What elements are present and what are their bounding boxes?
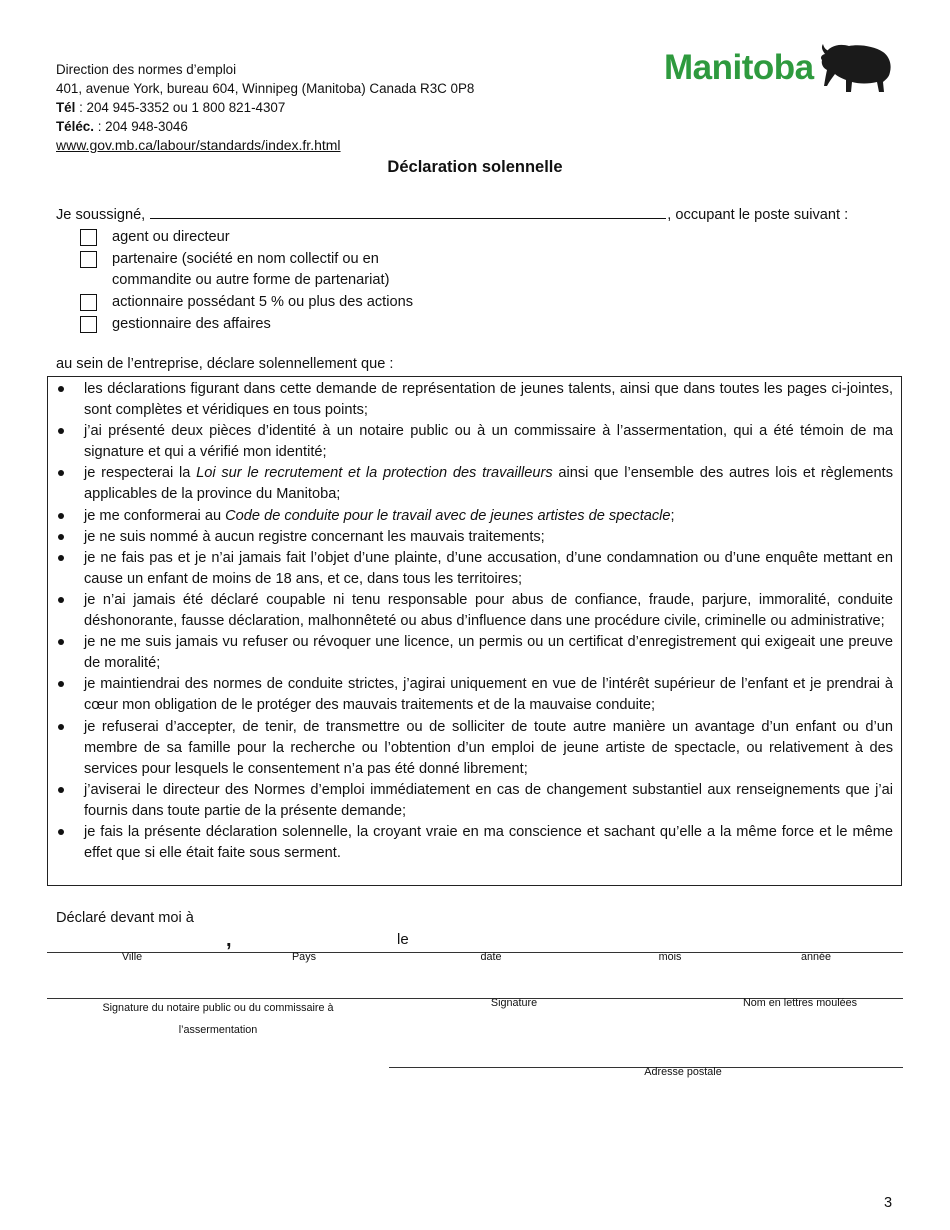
phone-value: : 204 945-3352 ou 1 800 821-4307 bbox=[75, 100, 286, 115]
statement-item bbox=[56, 463, 893, 505]
statement-item: je ne fais pas et je n’ai jamais fait l’objet d’une plainte, d’une accusation, d’une condamnation ou d’une enquête mettant en cause un enfant de moins de 18 ans, et ce, dans tous les territoires; bbox=[56, 548, 893, 590]
statement-text: ; bbox=[670, 507, 675, 524]
checkbox[interactable] bbox=[80, 229, 97, 246]
caption-pays: Pays bbox=[291, 951, 316, 963]
caption-date: date bbox=[480, 951, 502, 963]
agency-header bbox=[56, 60, 474, 155]
statement-item: je maintiendrai des normes de conduite strictes, j’agirai uniquement en vue de l’intérêt supérieur de l’enfant et je prendrai à cœur mon obligation de le protéger des mauvais traitements et de la mauvaise conduite; bbox=[56, 674, 893, 716]
website-link[interactable]: www.gov.mb.ca/labour/standards/index.fr.html bbox=[56, 137, 341, 153]
checkbox[interactable] bbox=[80, 316, 97, 333]
statement-text: je respecterai la bbox=[84, 465, 197, 482]
manitoba-logo bbox=[662, 42, 892, 96]
bison-icon bbox=[819, 42, 894, 94]
date-le: le bbox=[397, 931, 409, 948]
statement-text: je me conformerai au bbox=[84, 507, 226, 524]
intro-line bbox=[56, 206, 848, 223]
phone-label: Tél bbox=[56, 100, 76, 115]
statements-box bbox=[47, 376, 902, 886]
statement-text: ainsi que l’ensemble des autres lois et règlements applicables de la province du Manitoba; bbox=[84, 465, 893, 503]
agency-phone bbox=[56, 98, 474, 117]
caption-notary-line1: Signature du notaire public ou du commissaire à bbox=[102, 1002, 334, 1014]
caption-notary bbox=[88, 997, 348, 1041]
option-partner[interactable] bbox=[80, 249, 413, 291]
statement-item: je ne me suis jamais vu refuser ou révoquer une licence, un permis ou un certificat d’enregistrement qui exigeait une preuve de moralité; bbox=[56, 632, 893, 674]
statement-item bbox=[56, 506, 893, 527]
logo-wordmark: Manitoba bbox=[664, 48, 814, 87]
statement-item: je n’ai jamais été déclaré coupable ni tenu responsable pour abus de confiance, fraude, parjure, immoralité, conduite déshonorante, fausse déclaration, malhonnêteté ou abus d’influence dans une procédure civile, criminelle ou administrative; bbox=[56, 590, 893, 632]
checkbox[interactable] bbox=[80, 294, 97, 311]
name-blank-field[interactable] bbox=[150, 206, 666, 219]
caption-postal-address: Adresse postale bbox=[644, 1066, 722, 1078]
caption-printed-name: Nom en lettres moulées bbox=[742, 997, 858, 1009]
page-number: 3 bbox=[884, 1195, 893, 1211]
declaration-lead: au sein de l’entreprise, déclare solennellement que : bbox=[56, 356, 394, 372]
statement-item: je fais la présente déclaration solennelle, la croyant vraie en ma conscience et sachant qu’elle a la même force et le même effet que si elle était faite sous serment. bbox=[56, 822, 893, 864]
option-label-cont: commandite ou autre forme de partenariat) bbox=[112, 272, 390, 288]
option-shareholder[interactable] bbox=[80, 292, 413, 313]
position-options bbox=[80, 227, 413, 335]
caption-annee: année bbox=[800, 951, 832, 963]
option-label: agent ou directeur bbox=[112, 229, 230, 245]
option-label: gestionnaire des affaires bbox=[112, 316, 271, 332]
code-title: Code de conduite pour le travail avec de jeunes artistes de spectacle bbox=[225, 507, 671, 524]
fax-value: : 204 948-3046 bbox=[93, 119, 188, 134]
statement-item: j’ai présenté deux pièces d’identité à un notaire public ou à un commissaire à l’assermentation, qui a été témoin de ma signature et qui a vérifié mon identité; bbox=[56, 421, 893, 463]
place-comma: , bbox=[226, 929, 232, 951]
statement-item: j’aviserai le directeur des Normes d’emploi immédiatement en cas de changement substantiel aux renseignements que j’ai fournis dans toute partie de la présente demande; bbox=[56, 780, 893, 822]
option-agent[interactable] bbox=[80, 227, 413, 248]
statement-item: les déclarations figurant dans cette demande de représentation de jeunes talents, ainsi que dans toutes les pages ci-jointes, sont complètes et véridiques en tous points; bbox=[56, 379, 893, 421]
caption-ville: Ville bbox=[121, 951, 143, 963]
option-manager[interactable] bbox=[80, 314, 413, 335]
law-title: Loi sur le recrutement et la protection des travailleurs bbox=[196, 465, 553, 482]
statement-item: je ne suis nommé à aucun registre concernant les mauvais traitements; bbox=[56, 527, 893, 548]
intro-prefix: Je soussigné, bbox=[56, 207, 150, 223]
statement-item: je refuserai d’accepter, de tenir, de transmettre ou de solliciter de toute autre manière un avantage d’un enfant ou d’un membre de sa famille pour la recherche ou l’obtention d’un emploi de jeune artiste de spectacle, ou relativement à des services pour lesquels le consentement n’a pas été donné librement; bbox=[56, 717, 893, 780]
agency-address: 401, avenue York, bureau 604, Winnipeg (Manitoba) Canada R3C 0P8 bbox=[56, 81, 475, 96]
option-label: actionnaire possédant 5 % ou plus des actions bbox=[112, 294, 413, 310]
checkbox[interactable] bbox=[80, 251, 97, 268]
fax-label: Téléc. bbox=[56, 119, 94, 134]
intro-suffix: , occupant le poste suivant : bbox=[667, 207, 849, 223]
option-label: partenaire (société en nom collectif ou en bbox=[112, 251, 379, 267]
declared-label: Déclaré devant moi à bbox=[56, 910, 194, 926]
page-title: Déclaration solennelle bbox=[387, 158, 563, 176]
caption-mois: mois bbox=[658, 951, 682, 963]
caption-signature: Signature bbox=[490, 997, 538, 1009]
agency-fax bbox=[56, 117, 474, 136]
caption-notary-line2: l’assermentation bbox=[178, 1024, 258, 1036]
agency-name: Direction des normes d’emploi bbox=[56, 62, 237, 77]
